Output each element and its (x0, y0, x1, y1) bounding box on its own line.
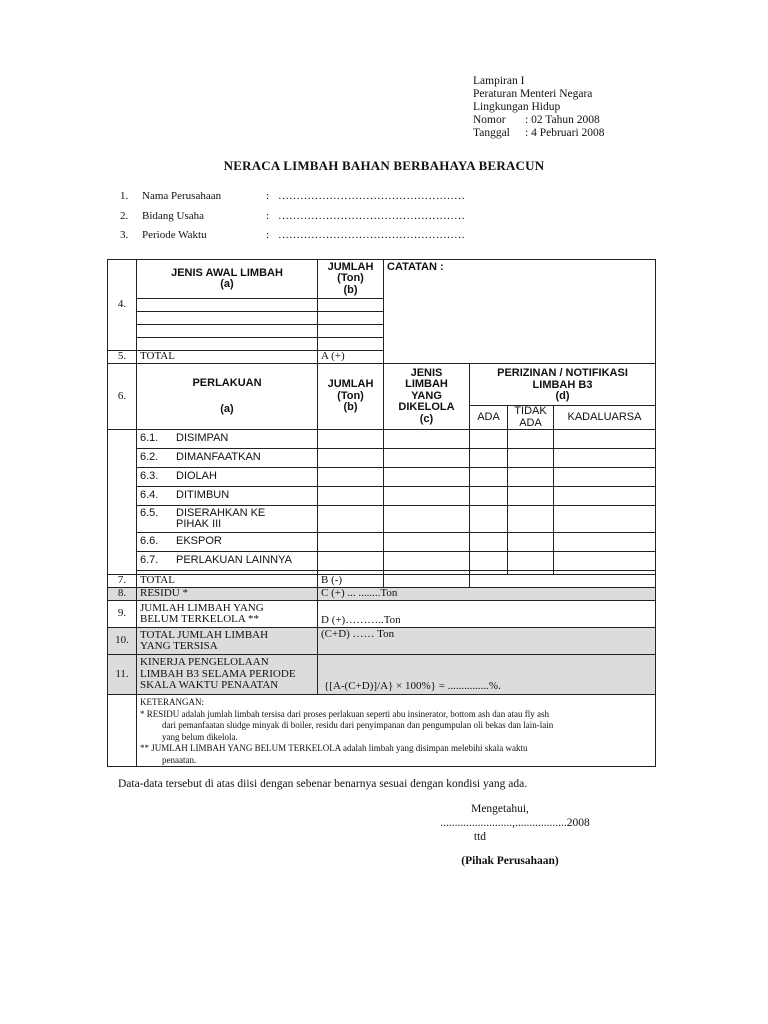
catatan-label: CATATAN : (387, 261, 444, 273)
treatment-label: PERLAKUAN LAINNYA (176, 554, 292, 567)
label-line: BELUM TERKELOLA ** (140, 613, 259, 625)
jumlah-cell[interactable] (318, 487, 384, 506)
jumlah-cell[interactable] (318, 325, 384, 338)
ada-cell[interactable] (470, 449, 508, 468)
label-line: TOTAL JUMLAH LIMBAH (140, 628, 269, 641)
belum-terkelola-label (137, 601, 318, 628)
jenis-cell[interactable] (384, 506, 470, 533)
tanggal-value: : 4 Pebruari 2008 (525, 127, 605, 139)
kadaluarsa-cell[interactable] (554, 506, 656, 533)
info-num: 1. (120, 190, 129, 202)
ada-cell[interactable] (470, 430, 508, 449)
total-label: TOTAL (137, 575, 318, 588)
tidak-ada-cell[interactable] (508, 468, 554, 487)
total-tersisa-value: (C+D) …… Ton (318, 628, 656, 655)
jumlah-sub: (b) (343, 401, 358, 414)
jenis-cell[interactable] (384, 552, 470, 571)
row-num-7: 7. (108, 575, 137, 588)
tidak-ada-cell[interactable] (508, 430, 554, 449)
ada-cell[interactable] (470, 468, 508, 487)
total-izin-cell (470, 575, 656, 588)
info-value: …………………………………………… (278, 190, 465, 202)
jumlah-label: JUMLAH (327, 378, 374, 391)
residu-label: RESIDU * (137, 588, 318, 601)
info-row (120, 226, 465, 246)
treatment-label: DISIMPAN (176, 432, 229, 445)
jumlah-header-2 (318, 364, 384, 430)
label-line: LIMBAH B3 SELAMA PERIODE (140, 667, 296, 680)
label-line: YANG TERSISA (140, 640, 218, 652)
perizinan-line: LIMBAH B3 (532, 378, 593, 391)
treatment-num: 6.1. (140, 432, 159, 445)
treatment-label: DISERAHKAN KE (176, 506, 266, 519)
tidak-label: TIDAK (514, 405, 547, 417)
kadaluarsa-cell[interactable] (554, 552, 656, 571)
tidak-ada-header (508, 406, 554, 430)
catatan-box (384, 260, 656, 364)
total-a-value: A (+) (318, 351, 384, 364)
total-jenis-cell (384, 575, 470, 588)
treatment-label: DITIMBUN (176, 489, 230, 502)
jumlah-cell[interactable] (318, 506, 384, 533)
treatment-num: 6.4. (140, 489, 159, 502)
jumlah-cell[interactable] (318, 338, 384, 351)
jumlah-cell[interactable] (318, 449, 384, 468)
kadaluarsa-cell[interactable] (554, 430, 656, 449)
jumlah-label: JUMLAH (327, 260, 374, 273)
header-nomor (473, 114, 605, 127)
waste-balance-table (107, 259, 656, 767)
info-row (120, 207, 465, 227)
row-num-4: 4. (108, 260, 137, 351)
statement-text: Data-data tersebut di atas diisi dengan sebenar benarnya sesuai dengan kondisi yang ada. (118, 778, 528, 790)
perizinan-header (470, 364, 656, 406)
treatment-num: 6.5. (140, 506, 159, 519)
attachment-header (473, 75, 605, 140)
jumlah-sub: (b) (343, 283, 358, 296)
total-b-value: B (-) (318, 575, 384, 588)
header-line-1: Lampiran I (473, 75, 525, 87)
jenis-cell[interactable] (384, 487, 470, 506)
row-num-8: 8. (108, 588, 137, 601)
treatment-label: DIOLAH (176, 470, 217, 483)
jumlah-cell[interactable] (318, 533, 384, 552)
ada-label: ADA (519, 416, 542, 429)
note-line: penaatan. (162, 754, 197, 765)
treatment-row (137, 449, 318, 468)
jenis-cell[interactable] (384, 430, 470, 449)
info-colon: : (266, 190, 270, 202)
keterangan-notes (137, 695, 656, 767)
ada-cell[interactable] (470, 533, 508, 552)
nomor-label: Nomor (473, 114, 506, 126)
jenis-limbah-dikelola-header (384, 364, 470, 430)
header-line-2: Peraturan Menteri Negara (473, 88, 593, 100)
info-label: Nama Perusahaan (142, 190, 222, 202)
jumlah-unit: (Ton) (337, 389, 364, 402)
company-info (120, 187, 465, 246)
treatment-label: EKSPOR (176, 535, 222, 548)
treatment-row (137, 552, 318, 571)
info-num: 2. (120, 209, 129, 222)
pihak-perusahaan-label: (Pihak Perusahaan) (461, 855, 559, 867)
note-line: yang belum dikelola. (162, 731, 238, 742)
treatment-label: DIMANFAATKAN (176, 451, 261, 464)
label-line: JUMLAH LIMBAH YANG (140, 601, 264, 614)
ada-cell[interactable] (470, 506, 508, 533)
treatment-row (137, 506, 318, 533)
jenis-line: YANG (411, 389, 442, 402)
row-num-11: 11. (108, 655, 137, 695)
signature-date: .........................,..................2008 (440, 817, 590, 829)
treatment-num: 6.6. (140, 535, 159, 548)
mengetahui-label: Mengetahui, (471, 803, 529, 815)
ada-cell[interactable] (470, 552, 508, 571)
treatment-row (137, 533, 318, 552)
perlakuan-header (137, 364, 318, 430)
tidak-ada-cell[interactable] (508, 506, 554, 533)
jumlah-cell[interactable] (318, 552, 384, 571)
label-line: SKALA WAKTU PENAATAN (140, 679, 279, 692)
jenis-line: LIMBAH (405, 378, 448, 391)
document-title: NERACA LIMBAH BAHAN BERBAHAYA BERACUN (223, 158, 545, 173)
perlakuan-label: PERLAKUAN (192, 377, 262, 389)
info-label: Bidang Usaha (142, 209, 205, 222)
row-num-5: 5. (108, 351, 137, 364)
tidak-ada-cell[interactable] (508, 552, 554, 571)
jenis-cell[interactable] (384, 449, 470, 468)
kadaluarsa-cell[interactable] (554, 449, 656, 468)
jenis-awal-limbah-header (137, 260, 318, 299)
notes-num-spacer (108, 695, 137, 767)
tanggal-label: Tanggal (473, 127, 510, 139)
jenis-awal-cell[interactable] (137, 338, 318, 351)
treatment-num: 6.3. (140, 470, 159, 483)
jenis-cell[interactable] (384, 468, 470, 487)
row-num-6: 6. (108, 364, 137, 430)
note-line: dari pemanfaatan sludge minyak di boiler, residu dari penyimpanan dan pengumpulan oli bekas dan lain-lain (162, 720, 554, 730)
info-value: …………………………………………… (278, 209, 465, 222)
kadaluarsa-cell[interactable] (554, 487, 656, 506)
header-line-3: Lingkungan Hidup (473, 101, 561, 113)
nomor-value: : 02 Tahun 2008 (525, 114, 600, 126)
jenis-line: DIKELOLA (398, 401, 455, 414)
treatment-row (137, 487, 318, 506)
row-num-9: 9. (108, 601, 137, 628)
treatment-num: 6.7. (140, 554, 159, 567)
note-line: ** JUMLAH LIMBAH YANG BELUM TERKELOLA adalah limbah yang disimpan melebihi skala waktu (140, 743, 528, 753)
treatment-label-2: PIHAK III (176, 518, 222, 530)
row-num-spacer (108, 430, 137, 575)
info-num: 3. (120, 229, 129, 241)
info-colon: : (266, 209, 270, 222)
jenis-line: JENIS (410, 366, 443, 379)
kadaluarsa-cell[interactable] (554, 468, 656, 487)
info-row (120, 187, 465, 207)
jumlah-header (318, 260, 384, 299)
ada-cell[interactable] (470, 487, 508, 506)
kadaluarsa-cell[interactable] (554, 533, 656, 552)
treatment-row (137, 430, 318, 449)
jenis-awal-sub: (a) (220, 278, 234, 290)
jenis-awal-cell[interactable] (137, 299, 318, 312)
total-tersisa-label (137, 628, 318, 655)
belum-terkelola-value: D (+)………..Ton (318, 601, 656, 628)
jenis-awal-cell[interactable] (137, 312, 318, 325)
tidak-ada-cell[interactable] (508, 533, 554, 552)
note-line: * RESIDU adalah jumlah limbah tersisa dari proses perlakuan seperti abu insinerator, bottom ash dan atau fly ash (140, 708, 550, 719)
header-tanggal (473, 127, 605, 140)
jumlah-cell[interactable] (318, 468, 384, 487)
kinerja-value: {[A-(C+D)]/A} × 100%} = ...............%. (318, 655, 656, 695)
treatment-num: 6.2. (140, 451, 159, 464)
perizinan-sub: (d) (555, 390, 570, 402)
perizinan-label: PERIZINAN / NOTIFIKASI (497, 367, 628, 379)
jumlah-cell[interactable] (318, 430, 384, 449)
jenis-line: (c) (419, 412, 434, 425)
tidak-ada-cell[interactable] (508, 449, 554, 468)
jenis-cell[interactable] (384, 533, 470, 552)
jumlah-cell[interactable] (318, 312, 384, 325)
treatment-row (137, 468, 318, 487)
kinerja-label (137, 655, 318, 695)
label-line: KINERJA PENGELOLAAN (140, 656, 269, 669)
jumlah-cell[interactable] (318, 299, 384, 312)
ttd-label: ttd (473, 831, 487, 843)
tidak-ada-cell[interactable] (508, 487, 554, 506)
info-value: …………………………………………… (278, 229, 465, 241)
jumlah-unit: (Ton) (337, 272, 364, 285)
kadaluarsa-header: KADALUARSA (554, 406, 656, 430)
ada-header: ADA (470, 406, 508, 430)
keterangan-title: KETERANGAN: (140, 697, 204, 707)
info-colon: : (266, 229, 270, 241)
residu-value: C (+) ... ........Ton (318, 588, 656, 601)
total-label: TOTAL (137, 351, 318, 364)
perlakuan-sub: (a) (220, 402, 234, 415)
jenis-awal-cell[interactable] (137, 325, 318, 338)
jenis-awal-label: JENIS AWAL LIMBAH (171, 266, 283, 279)
info-label: Periode Waktu (142, 229, 207, 241)
row-num-10: 10. (108, 628, 137, 655)
